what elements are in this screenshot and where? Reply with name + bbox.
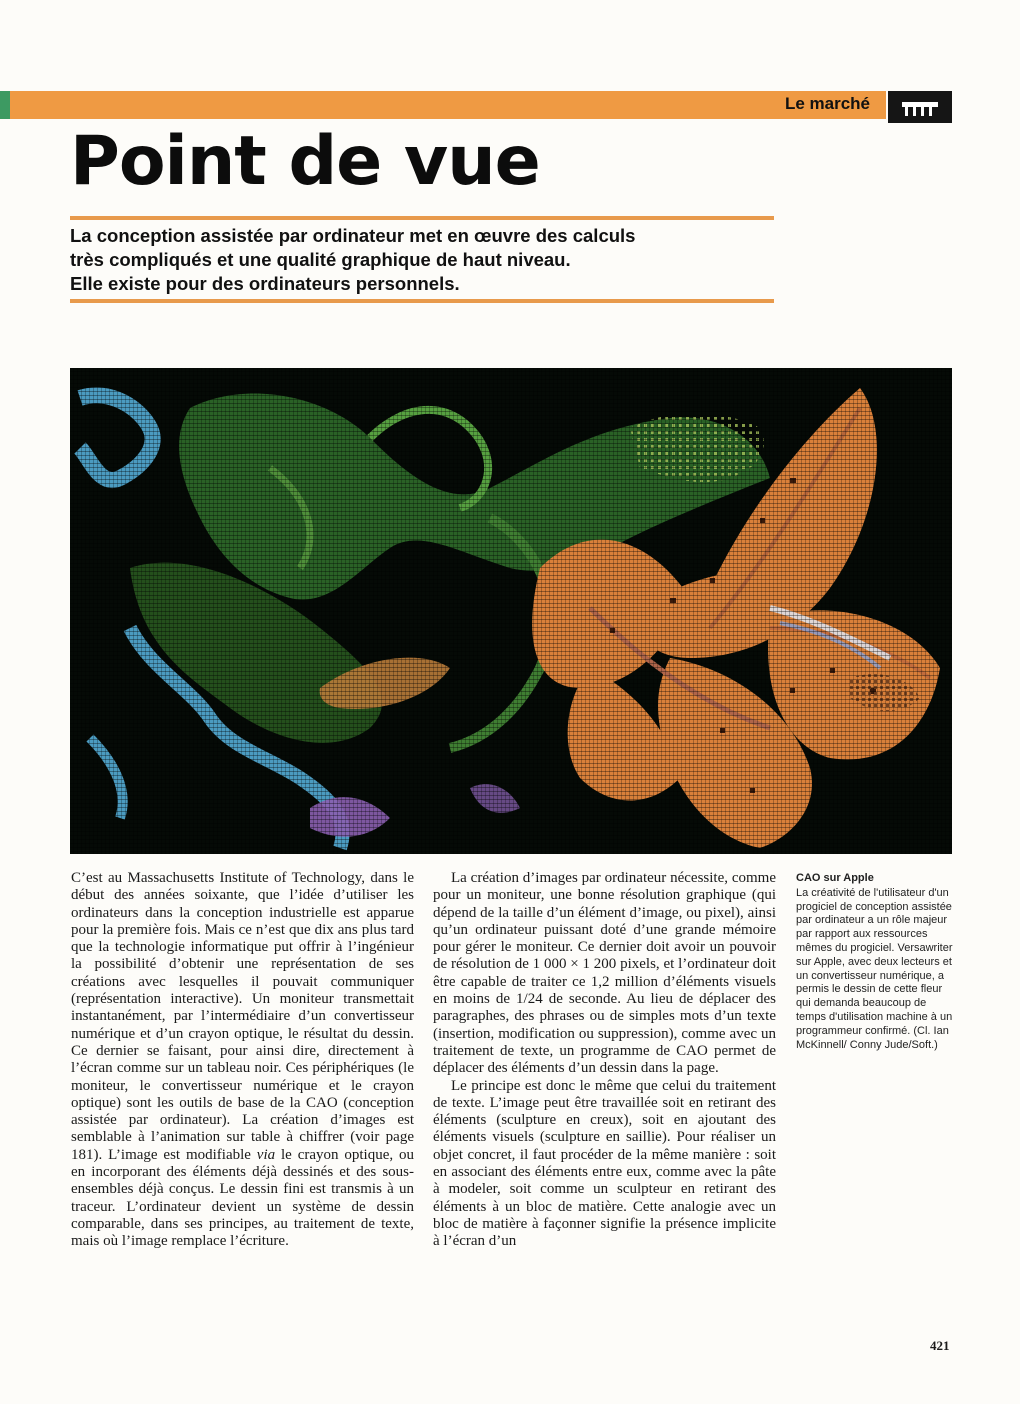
body-column-2 bbox=[433, 870, 776, 1251]
pixel-art-lily-image bbox=[70, 368, 952, 854]
body-column-1 bbox=[71, 870, 414, 1251]
emphasis-via: via bbox=[256, 1146, 276, 1163]
body-paragraph: C’est au Massachusetts Institute of Technology, dans le début des années soixante, que l’idée d’utiliser les ordinateurs dans la conception industrielle est apparue pour la première fois. Mais ce n’est que dix ans plus tard que la technologie informatique put offrir à l’ingénieur la possibilité d’obtenir une représentation de ses créations avec lesquelles il pouvait communiquer (représentation interactive). Un moniteur transmettait instantanément, par l’intermédiaire d’un convertisseur numérique et d’un crayon optique, le résultat du dessin. Ce dernier se faisant, pour ainsi dire, directement à l’écran comme sur un tableau noir. Ces périphériques (le moniteur, le convertisseur numérique et le crayon optique) sont les outils de base de la CAO (conception assistée par ordinateur). La création d’images est semblable à l’animation sur table à chiffrer (voir page 181). L’image est modifiable via le crayon optique, ou en incorporant des éléments déjà dessinés et des sous-ensembles déjà conçus. Le dessin fini est transmis à un traceur. L’ordinateur devient un système de dessin comparable, dans ses principes, au traitement de texte, mais où l’image remplace l’écriture. bbox=[71, 870, 414, 1250]
lead-top-rule bbox=[70, 216, 774, 220]
section-label: Le marché bbox=[784, 94, 870, 113]
lead-line: Elle existe pour des ordinateurs personnels. bbox=[70, 273, 460, 294]
lead-bottom-rule bbox=[70, 299, 774, 303]
caption-title: CAO sur Apple bbox=[796, 872, 874, 884]
lead-paragraph bbox=[70, 224, 770, 296]
body-paragraph: La création d’images par ordinateur nécessite, comme pour un moniteur, une bonne résolution graphique (qui dépend de la taille d’un élément d’image, ou pixel), ainsi qu’un ordinateur puissant doté d’une grande mémoire pour gérer le moniteur. Ce dernier doit avoir un pouvoir de résolution de 1 000 × 1 200 pixels, et l’ordinateur doit être capable de traiter ce 1,2 million d’éléments visuels en moins de 1/24 de seconde. Au lieu de déplacer des paragraphes, des phrases ou de simples mots d’un texte (insertion, modification ou suppression), comme avec un traitement de texte, un programme de CAO permet de déplacer des éléments d’un dessin dans la page. bbox=[433, 870, 776, 1077]
page-number: 421 bbox=[930, 1338, 950, 1353]
lead-line: très compliqués et une qualité graphique de haut niveau. bbox=[70, 249, 571, 270]
figure-caption bbox=[796, 872, 956, 1052]
page-title: Point de vue bbox=[70, 122, 540, 201]
body-paragraph: Le principe est donc le même que celui du traitement de texte. L’image peut être travaillée soit en retirant des éléments (sculpture en creux), soit en ajoutant des éléments visuels (sculpture en saillie). Pour réaliser un objet concret, il faut procéder de la même manière : soit en associant des éléments entre eux, comme avec la pâte à modeler, soit comme un sculpteur en retirant des éléments à un bloc de matière. Cette analogie avec un bloc de matière à façonner signifie la présence implicite à l’écran d’un bbox=[433, 1077, 776, 1250]
section-band bbox=[0, 91, 886, 119]
lead-line: La conception assistée par ordinateur met en œuvre des calculs bbox=[70, 225, 636, 246]
section-band-edge bbox=[0, 91, 10, 119]
computer-chip-icon bbox=[888, 91, 952, 123]
caption-text: La créativité de l'utilisateur d'un progiciel de conception assistée par ordinateur a un rôle majeur par rapport aux ressources mêmes du progiciel. Versawriter sur Apple, avec deux lecteurs et un convertisseur numérique, a permis le dessin de cette fleur qui demanda beaucoup de temps d'utilisation machine à un programmeur confirmé. (Cl. Ian McKinnell/ Conny Jude/Soft.) bbox=[796, 886, 953, 1051]
